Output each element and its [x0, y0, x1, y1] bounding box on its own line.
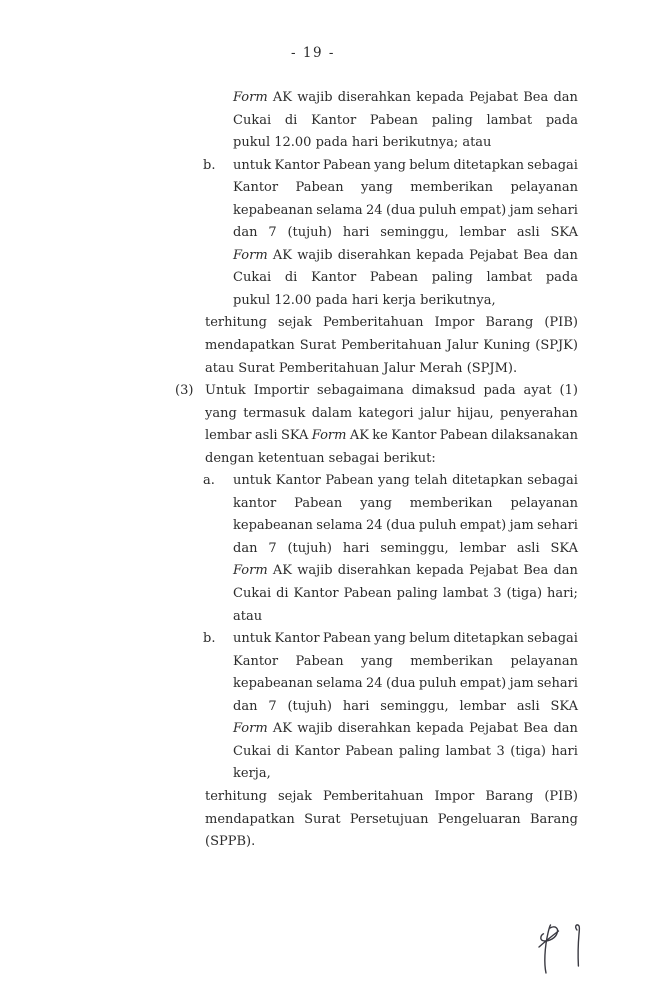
text-line: untuk Kantor Pabean yang telah ditetapkan sebagai — [233, 473, 578, 489]
text-line: atau — [233, 608, 263, 624]
text-line: Cukai di Kantor Pabean paling lambat pada — [233, 112, 578, 128]
text-line: Kantor Pabean yang memberikan pelayanan — [233, 653, 578, 669]
text-line: terhitung sejak Pemberitahuan Impor Barang (PIB) — [205, 788, 578, 804]
paragraph-block — [203, 155, 578, 313]
text-line: mendapatkan Surat Pemberitahuan Jalur Kuning (SPJK) — [205, 338, 578, 354]
text-line: kerja, — [233, 766, 271, 782]
text-line: Form AK wajib diserahkan kepada Pejabat Bea dan — [233, 563, 578, 579]
text-line: mendapatkan Surat Persetujuan Pengeluaran Barang — [205, 811, 578, 827]
list-marker: (3) — [175, 383, 194, 399]
text-line: Form AK wajib diserahkan kepada Pejabat Bea dan — [233, 721, 578, 737]
text-line: yang termasuk dalam kategori jalur hijau, penyerahan — [205, 405, 578, 421]
text-line: pukul 12.00 pada hari berikutnya; atau — [233, 135, 492, 151]
paragraph-block — [203, 470, 578, 628]
text-line: Form AK wajib diserahkan kepada Pejabat Bea dan — [233, 90, 578, 105]
text-line: terhitung sejak Pemberitahuan Impor Barang (PIB) — [205, 315, 578, 331]
document-body — [0, 87, 654, 854]
text-line: kepabeanan selama 24 (dua puluh empat) jam sehari — [233, 676, 578, 692]
text-line: Cukai di Kantor Pabean paling lambat 3 (tiga) hari; — [233, 586, 578, 602]
text-line: Form AK wajib diserahkan kepada Pejabat Bea dan — [233, 247, 578, 263]
page-number: - 19 - — [291, 45, 335, 61]
text-line: kantor Pabean yang memberikan pelayanan — [233, 495, 578, 511]
paragraph-block — [233, 87, 578, 155]
paragraph-block — [175, 380, 578, 470]
text-line: untuk Kantor Pabean yang belum ditetapkan sebagai — [233, 157, 578, 173]
paragraph-block — [205, 312, 578, 380]
list-marker: b. — [203, 631, 216, 647]
list-marker: a. — [203, 473, 215, 489]
text-line: kepabeanan selama 24 (dua puluh empat) jam sehari — [233, 202, 578, 218]
text-line: Kantor Pabean yang memberikan pelayanan — [233, 180, 578, 196]
text-line: Untuk Importir sebagaimana dimaksud pada ayat (1) — [205, 383, 578, 399]
text-line: dan 7 (tujuh) hari seminggu, lembar asli SKA — [233, 698, 578, 714]
text-line: lembar asli SKA Form AK ke Kantor Pabean dilaksanakan — [205, 428, 578, 444]
text-line: kepabeanan selama 24 (dua puluh empat) jam sehari — [233, 518, 578, 534]
text-line: Cukai di Kantor Pabean paling lambat 3 (tiga) hari — [233, 743, 578, 759]
list-marker: b. — [203, 157, 216, 173]
text-line: dengan ketentuan sebagai berikut: — [205, 450, 436, 466]
paragraph-block — [203, 628, 578, 786]
text-line: (SPPB). — [205, 834, 256, 850]
text-line: atau Surat Pemberitahuan Jalur Merah (SPJM). — [205, 360, 518, 376]
text-line: pukul 12.00 pada hari kerja berikutnya, — [233, 292, 496, 308]
text-line: dan 7 (tujuh) hari seminggu, lembar asli SKA — [233, 225, 578, 241]
paragraph-block — [205, 786, 578, 854]
text-line: Cukai di Kantor Pabean paling lambat pada — [233, 270, 578, 286]
text-line: untuk Kantor Pabean yang belum ditetapkan sebagai — [233, 631, 578, 647]
handwritten-initials — [531, 920, 595, 980]
text-line: dan 7 (tujuh) hari seminggu, lembar asli SKA — [233, 540, 578, 556]
